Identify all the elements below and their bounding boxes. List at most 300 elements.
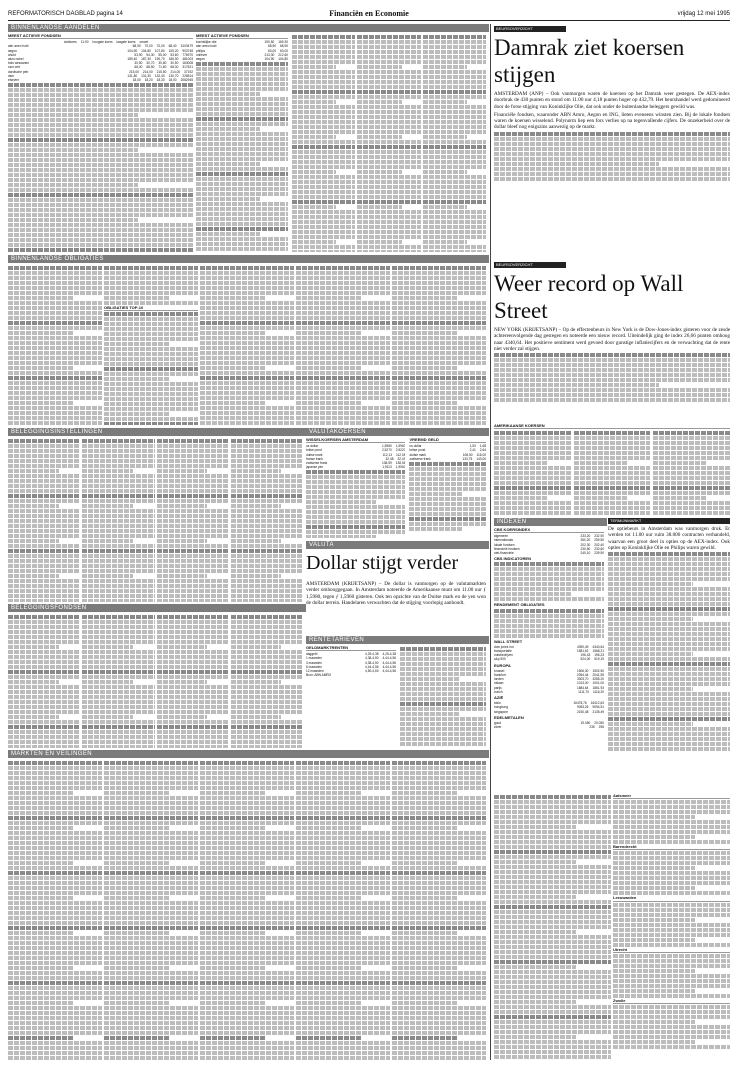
text-line <box>357 185 420 189</box>
text-line <box>200 1016 294 1020</box>
text-line <box>200 851 294 855</box>
text-line <box>292 125 355 129</box>
text-line <box>392 786 486 790</box>
text-line <box>494 905 611 909</box>
text-line <box>392 891 486 895</box>
text-line <box>200 406 294 410</box>
text-line <box>8 881 102 885</box>
text-line <box>200 816 294 820</box>
text-line <box>392 816 486 820</box>
text-line <box>357 180 420 184</box>
text-line <box>392 316 486 320</box>
row-value: 240,10 <box>580 551 591 556</box>
text-line <box>104 337 198 341</box>
text-line <box>231 670 303 674</box>
text-line <box>157 494 229 498</box>
text-line <box>231 574 282 578</box>
text-line <box>82 599 154 602</box>
text-line <box>104 367 198 371</box>
wall-street-index-rows <box>494 645 604 662</box>
text-line <box>200 301 294 305</box>
row-value: 16412,63 <box>590 701 604 706</box>
text-line <box>157 514 229 518</box>
text-line <box>104 402 198 406</box>
text-line <box>8 266 102 270</box>
text-line <box>296 1031 390 1035</box>
text-line <box>8 421 102 425</box>
row-value: 1,9060 <box>395 465 406 470</box>
text-line <box>574 456 651 460</box>
text-line <box>357 105 420 109</box>
text-line <box>8 554 80 558</box>
text-line <box>196 122 288 126</box>
text-line <box>200 976 294 980</box>
text-line <box>296 1046 390 1050</box>
table-row <box>196 57 288 61</box>
text-line <box>653 491 730 495</box>
text-line <box>8 128 193 132</box>
text-line <box>196 202 288 206</box>
row-value: 18,20 <box>144 78 153 83</box>
text-line <box>494 157 730 161</box>
text-line <box>494 471 571 475</box>
text-line <box>392 331 458 335</box>
text-line <box>296 361 390 365</box>
text-line <box>292 190 355 194</box>
text-line <box>8 559 80 563</box>
text-line <box>392 906 486 910</box>
row-label: frankfurt <box>494 673 506 678</box>
text-line <box>608 602 730 606</box>
text-line <box>196 242 288 246</box>
row-value: 1884,64 <box>576 685 589 690</box>
text-line <box>8 276 102 280</box>
text-line <box>296 871 390 875</box>
text-line <box>200 281 294 285</box>
text-line <box>200 941 294 945</box>
text-line <box>423 195 486 199</box>
text-line <box>292 235 355 239</box>
text-line <box>157 524 229 528</box>
text-line <box>104 392 198 396</box>
text-line <box>392 416 486 420</box>
text-line <box>8 1011 102 1015</box>
text-line <box>494 835 611 839</box>
text-line <box>82 549 154 553</box>
text-line <box>8 956 102 960</box>
text-line <box>296 911 390 915</box>
text-line <box>8 986 102 990</box>
row-value: 131,30 <box>141 73 151 78</box>
row-value: 1001,00 <box>592 681 604 686</box>
text-line <box>292 120 355 124</box>
issue-date: vrijdag 12 mei 1995 <box>677 11 730 17</box>
text-line <box>292 90 355 94</box>
text-line <box>608 732 730 736</box>
text-line <box>200 801 294 805</box>
text-line <box>292 70 355 74</box>
text-line <box>296 311 390 315</box>
text-line <box>392 801 486 805</box>
text-line <box>157 725 229 729</box>
text-line <box>8 786 102 790</box>
text-line <box>82 589 154 593</box>
row-value: 9053,26 <box>576 705 589 710</box>
row-value: 190,50 <box>264 40 275 45</box>
text-line <box>392 791 458 795</box>
wall-street-headline: Weer record op Wall Street <box>494 271 684 323</box>
text-line <box>200 376 294 380</box>
text-line <box>8 826 74 830</box>
text-line <box>608 687 693 691</box>
row-value: 63,00 <box>280 48 288 53</box>
text-line <box>494 1010 611 1014</box>
text-line <box>104 831 198 835</box>
text-line <box>157 690 229 694</box>
text-line <box>653 496 707 500</box>
text-line <box>292 45 355 49</box>
text-line <box>392 956 486 960</box>
text-line <box>231 725 303 729</box>
text-line <box>157 745 229 748</box>
row-label: transportatie <box>494 649 512 654</box>
text-line <box>8 911 102 915</box>
text-line <box>613 1015 730 1019</box>
text-line <box>392 326 486 330</box>
text-line <box>494 572 604 576</box>
text-line <box>494 845 611 849</box>
row-value: 105,20 <box>168 48 179 53</box>
text-line <box>231 735 303 739</box>
text-line <box>494 609 604 613</box>
text-line <box>608 587 730 591</box>
text-line <box>574 451 651 455</box>
text-line <box>157 449 229 453</box>
text-line <box>296 416 390 420</box>
text-line <box>8 188 193 192</box>
text-line <box>82 554 154 558</box>
row-label: zwitserse frank <box>409 456 431 461</box>
row-value: 18,30 <box>156 78 165 83</box>
text-line <box>494 177 730 181</box>
row-value: 230,60 <box>580 546 591 551</box>
row-value: 16478,76 <box>573 701 587 706</box>
text-line <box>296 971 390 975</box>
paper-name: REFORMATORISCH DAGBLAD pagina 14 <box>8 11 123 17</box>
row-value: 1,9113 <box>382 465 392 470</box>
text-line <box>200 781 294 785</box>
row-value: 30,70 <box>146 61 155 66</box>
text-line <box>296 1041 390 1045</box>
text-line <box>574 476 651 480</box>
text-line <box>104 981 198 985</box>
text-line <box>8 351 102 355</box>
text-line <box>104 372 198 376</box>
text-line <box>196 192 288 196</box>
text-line <box>196 162 260 166</box>
text-line <box>392 421 486 425</box>
text-line <box>292 210 355 214</box>
text-line <box>423 45 486 49</box>
text-line <box>82 745 154 748</box>
text-line <box>292 175 355 179</box>
text-line <box>104 816 198 820</box>
text-line <box>231 620 303 624</box>
text-line <box>400 727 486 731</box>
row-value: 68,00 <box>170 65 179 70</box>
text-line <box>392 1006 486 1010</box>
text-line <box>104 276 198 280</box>
damrak-body: Financiële fondsen, waaronder ABN Amro, Aegon en ING, lieten eveneens winsten zien. Bij de lokale fondsen waren de koersen wisselend. Polynorm liep een fors verlies op na tegenvallende cijfers. De onzekerheid over de dollar bleef nog enigszins aanwezig op de markt. <box>494 111 730 131</box>
text-line <box>104 327 198 331</box>
text-line <box>494 358 730 362</box>
row-value: 2082945 <box>180 78 193 83</box>
text-line <box>296 961 390 965</box>
text-line <box>392 941 486 945</box>
text-line <box>608 622 730 626</box>
row-value: 143,00 <box>476 456 486 461</box>
text-line <box>296 291 390 295</box>
text-line <box>82 479 154 483</box>
text-line <box>423 205 467 209</box>
row-value: 1,53 <box>469 444 476 449</box>
text-line <box>200 1026 294 1030</box>
text-line <box>296 271 390 275</box>
text-line <box>104 1051 198 1055</box>
text-line <box>104 941 198 945</box>
text-line <box>292 240 336 244</box>
text-line <box>8 489 80 493</box>
text-line <box>400 672 486 676</box>
text-line <box>292 185 355 189</box>
text-line <box>613 923 730 927</box>
text-line <box>196 172 288 176</box>
text-line <box>196 132 288 136</box>
text-line <box>357 250 420 252</box>
text-line <box>392 291 486 295</box>
text-line <box>296 921 390 925</box>
row-label: dsm <box>8 73 15 78</box>
text-line <box>8 1001 74 1005</box>
text-line <box>104 886 198 890</box>
text-line <box>409 497 486 501</box>
text-line <box>296 801 390 805</box>
text-line <box>494 875 611 879</box>
row-label: parijs <box>494 685 502 690</box>
text-line <box>8 635 80 639</box>
text-line <box>104 1021 198 1025</box>
text-line <box>104 387 198 391</box>
text-line <box>357 200 420 204</box>
text-line <box>82 625 154 629</box>
text-line <box>8 444 80 448</box>
text-line <box>8 228 193 232</box>
text-line <box>196 97 288 101</box>
text-line <box>104 761 198 765</box>
text-line <box>392 971 486 975</box>
row-label: duitse mark <box>409 452 426 457</box>
text-line <box>8 291 102 295</box>
damrak-article <box>494 26 730 246</box>
text-line <box>392 386 486 390</box>
text-line <box>613 876 730 880</box>
text-line <box>196 207 288 211</box>
text-line <box>82 459 154 463</box>
text-line <box>200 791 266 795</box>
cbs-koersindex-rows <box>494 534 604 555</box>
text-line <box>104 891 198 895</box>
text-line <box>494 890 611 894</box>
text-line <box>653 441 730 445</box>
text-line <box>357 170 401 174</box>
text-line <box>357 120 420 124</box>
text-line <box>8 811 102 815</box>
text-line <box>409 472 486 476</box>
text-line <box>608 647 730 651</box>
text-line <box>392 841 486 845</box>
text-line <box>8 705 80 709</box>
text-line <box>423 120 486 124</box>
text-line <box>8 346 102 350</box>
text-line <box>392 996 486 1000</box>
row-value: 20.050 <box>594 721 604 726</box>
text-line <box>292 65 336 69</box>
text-line <box>200 926 294 930</box>
row-value: 104,80 <box>141 48 151 53</box>
text-line <box>196 237 288 241</box>
text-line <box>292 145 355 149</box>
text-line <box>8 464 80 468</box>
text-line <box>494 810 611 814</box>
text-line <box>104 377 170 381</box>
text-line <box>292 200 355 204</box>
row-value: 2,64 <box>479 448 486 453</box>
text-line <box>104 286 198 290</box>
text-line <box>494 945 611 949</box>
text-line <box>231 740 303 744</box>
text-line <box>8 961 102 965</box>
text-line <box>292 215 355 219</box>
text-line <box>157 529 229 533</box>
text-line <box>574 501 651 505</box>
text-line <box>8 584 80 588</box>
text-line <box>292 130 355 134</box>
text-line <box>82 564 154 568</box>
text-line <box>653 436 730 440</box>
text-line <box>104 407 198 411</box>
text-line <box>8 936 102 940</box>
text-line <box>409 492 463 496</box>
text-line <box>8 685 80 689</box>
text-line <box>296 926 390 930</box>
text-line <box>200 286 294 290</box>
row-value: 1013,00 <box>576 681 589 686</box>
text-line <box>8 695 80 699</box>
row-label: financiele fondsen <box>494 546 520 551</box>
text-line <box>231 519 303 523</box>
text-line <box>8 148 138 152</box>
text-line <box>392 796 486 800</box>
text-line <box>296 371 390 375</box>
damrak-kicker: BEURSOVERZICHT <box>494 26 566 32</box>
text-line <box>200 906 294 910</box>
text-line <box>82 615 154 619</box>
text-line <box>231 584 303 588</box>
text-line <box>8 336 102 340</box>
text-line <box>608 617 693 621</box>
row-value: 104,80 <box>278 57 288 62</box>
text-line <box>296 821 390 825</box>
text-line <box>306 485 405 489</box>
damrak-lead: AMSTERDAM (ANP) – Ook vanmorgen waren de koersen op het Damrak weer gestegen. De AEX-index doorbrak de 430 punten en stond om 11.00 uur 4,18 punten hoger op 432,79. Het beurshandel werd gedomineerd door de forse stijging van Koninklijke Olie, dat ook onder de buitenlandse beleggers gewild was. <box>494 91 730 110</box>
row-value: 108,50 <box>462 452 473 457</box>
cbs-indicatoren-title: CBS INDICATOREN <box>494 556 531 562</box>
text-line <box>200 266 294 270</box>
rente-filler <box>400 647 486 746</box>
text-line <box>196 87 288 91</box>
text-line <box>296 986 390 990</box>
text-line <box>392 1031 486 1035</box>
text-line <box>494 451 571 455</box>
text-line <box>494 353 730 357</box>
text-line <box>104 851 198 855</box>
text-line <box>231 640 303 644</box>
section-band-aandelen: BINNENLANDSE AANDELEN <box>8 24 489 32</box>
text-line <box>296 861 362 865</box>
text-line <box>200 351 294 355</box>
text-line <box>8 720 80 724</box>
text-line <box>200 901 294 905</box>
row-value: 71,60 <box>158 65 167 70</box>
text-line <box>653 431 730 435</box>
section-band-beleggingsfondsen: BELEGGINGSFONDSEN <box>8 604 306 612</box>
text-line <box>196 232 260 236</box>
text-line <box>292 245 355 249</box>
text-line <box>494 496 548 500</box>
text-line <box>196 107 288 111</box>
text-line <box>494 920 611 924</box>
text-line <box>608 667 730 671</box>
text-line <box>292 140 355 144</box>
text-line <box>613 840 730 844</box>
text-line <box>231 579 303 583</box>
text-line <box>613 810 730 814</box>
text-line <box>494 614 604 618</box>
text-line <box>8 469 59 473</box>
text-line <box>292 155 355 159</box>
text-line <box>8 901 102 905</box>
text-line <box>8 271 102 275</box>
text-line <box>104 986 198 990</box>
text-line <box>494 1040 611 1044</box>
text-line <box>104 951 198 955</box>
text-line <box>200 311 294 315</box>
row-label: niet-financiele <box>494 551 514 556</box>
text-line <box>8 83 193 87</box>
text-line <box>231 569 303 573</box>
text-line <box>196 92 260 96</box>
text-line <box>104 896 170 900</box>
text-line <box>608 612 730 616</box>
text-line <box>357 110 420 114</box>
text-line <box>82 630 154 634</box>
text-line <box>292 35 355 39</box>
text-line <box>231 529 303 533</box>
text-line <box>423 95 486 99</box>
text-line <box>409 462 486 466</box>
text-line <box>409 522 486 526</box>
text-line <box>104 871 198 875</box>
